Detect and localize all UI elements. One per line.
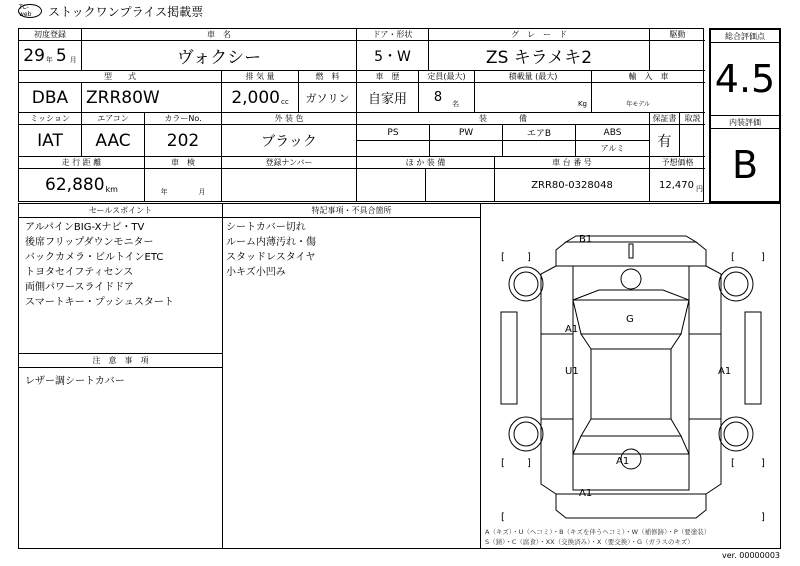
notes-label: 特記事項・不具合箇所 — [223, 204, 480, 218]
caution-item: レザー調シートカバー — [25, 376, 125, 387]
manual-value — [680, 125, 705, 157]
bracket-open: [ — [501, 252, 505, 263]
other-equipment-2 — [426, 169, 495, 201]
inspection-value — [145, 169, 222, 201]
plate-label: 登録ナンバー — [222, 157, 357, 169]
equip-abs: ABS — [576, 125, 650, 141]
cc-unit: cc — [280, 97, 289, 106]
mark-a1-rear: A1 — [616, 456, 630, 467]
displacement-value — [222, 83, 299, 113]
bracket-close: ] — [527, 252, 531, 263]
price-value — [650, 169, 705, 201]
mileage-value — [19, 169, 145, 201]
tc-web-logo: TC-web — [18, 4, 42, 18]
sales-points-label: セールスポイント — [19, 204, 222, 218]
category-label: 車 歴 — [357, 71, 419, 83]
drive-label: 駆動 — [650, 29, 705, 41]
drive-value — [650, 41, 705, 71]
mileage-label: 走 行 距 離 — [19, 157, 145, 169]
left-body-side — [541, 266, 556, 494]
mark-b1: B1 — [579, 234, 593, 245]
rear-window-shape — [581, 419, 681, 436]
model-prefix: DBA — [19, 83, 82, 113]
mark-g: G — [626, 314, 634, 325]
right-side-panel — [745, 312, 761, 404]
legend-line-2: S（錆）・C（腐食）・XX（交換済み）・X（要交換）・G（ガラスのキズ） — [485, 538, 694, 546]
price-label: 予想価格 — [650, 157, 705, 169]
bracket-close: ] — [761, 252, 765, 263]
car-name-label: 車 名 — [82, 29, 357, 41]
inspection-month-unit: 月 — [198, 188, 206, 196]
legend-line-1: A（キズ）・U（ヘコミ）・B（キズを伴うヘコミ）・W（補修跡）・P（要塗装） — [485, 528, 711, 536]
import-value — [592, 83, 705, 113]
bracket-close: ] — [527, 458, 531, 469]
inspection-year-unit: 年 — [160, 188, 168, 196]
front-center-mark — [629, 244, 633, 258]
exterior-value: ブラック — [222, 125, 357, 157]
overall-score-value: 4.5 — [711, 43, 779, 116]
interior-score-value: B — [731, 143, 759, 187]
hood-shape — [573, 266, 689, 300]
plate-value — [222, 169, 357, 201]
reg-year: 29 — [23, 45, 45, 66]
chassis-value: ZRR80-0328048 — [495, 169, 650, 201]
load-value — [475, 83, 592, 113]
reg-month-unit: 月 — [69, 55, 77, 64]
equip-airbag: エアB — [503, 125, 576, 141]
model-year-unit: 年モデル — [626, 101, 650, 108]
mission-value: IAT — [19, 125, 82, 157]
caution-list — [25, 374, 220, 389]
mission-label: ミッション — [19, 113, 82, 125]
remarks-section — [18, 203, 781, 549]
aircon-value: AAC — [82, 125, 145, 157]
car-outline — [501, 236, 761, 518]
category-value: 自家用 — [357, 83, 419, 113]
notes-list — [226, 220, 476, 280]
displacement-label: 排 気 量 — [222, 71, 299, 83]
sales-point-item: スマートキー・プッシュスタート — [25, 297, 174, 308]
mark-a1-left: A1 — [565, 324, 579, 335]
grade-value: ZS キラメキ2 — [429, 41, 650, 71]
grade-label: グ レ ー ド — [429, 29, 650, 41]
sales-point-item: 後席フリップダウンモニター — [25, 237, 154, 248]
bracket-open: [ — [731, 252, 735, 263]
equip-pw: PW — [430, 125, 503, 141]
equip-ps: PS — [357, 125, 430, 141]
caution-label: 注 意 事 項 — [19, 353, 222, 368]
vehicle-info-grid — [18, 28, 704, 202]
doors-label: ドア・形状 — [357, 29, 429, 41]
right-body-side — [706, 266, 721, 494]
bracket-open: [ — [501, 458, 505, 469]
other-equipment-label: ほ か 装 備 — [357, 157, 495, 169]
sales-point-item: トヨタセイフティセンス — [25, 267, 134, 278]
warranty-label: 保証書 — [650, 113, 680, 125]
rear-roof-shape — [573, 436, 689, 454]
mark-a1-right: A1 — [718, 366, 732, 377]
aircon-label: エアコン — [82, 113, 145, 125]
mark-a1-bottom: A1 — [579, 488, 593, 499]
reg-year-unit: 年 — [45, 55, 53, 64]
exterior-label: 外 装 色 — [222, 113, 357, 125]
bracket-open: [ — [731, 458, 735, 469]
interior-score-label: 内装評価 — [711, 116, 779, 129]
roof-front-shape — [581, 334, 681, 349]
note-item: 小キズ小凹み — [226, 267, 286, 278]
damage-diagram — [481, 204, 781, 534]
chassis-label: 車 台 番 号 — [495, 157, 650, 169]
sales-point-item: 両側パワースライドドア — [25, 282, 134, 293]
bracket-open: [ — [501, 512, 505, 523]
car-name-value: ヴォクシー — [82, 41, 357, 71]
damage-legend — [485, 527, 781, 547]
page-title: ストックワンプライス掲載票 — [48, 4, 204, 19]
equip-slot-7 — [503, 141, 576, 157]
model-label: 型 式 — [19, 71, 222, 83]
windshield-shape — [573, 290, 689, 334]
hatch-shape — [573, 454, 689, 490]
fuel-value: ガソリン — [299, 83, 357, 113]
load-label: 積載量 (最大) — [475, 71, 592, 83]
front-bumper-shape — [556, 242, 706, 266]
sales-point-item: アルパインBIG-Xナビ・TV — [25, 222, 145, 233]
import-label: 輸 入 車 — [592, 71, 705, 83]
overall-score-label: 総合評価点 — [711, 30, 779, 43]
load-unit: Kg — [577, 99, 587, 108]
other-equipment-1 — [357, 169, 426, 201]
capacity-unit: 名 — [452, 99, 460, 108]
km-unit: km — [105, 184, 118, 194]
roof-shape — [591, 349, 671, 419]
score-box — [709, 28, 781, 203]
mileage-number: 62,880 — [45, 175, 105, 195]
sales-point-item: バックカメラ・ビルトインETC — [25, 252, 164, 263]
price-unit: 円 — [696, 185, 703, 193]
warranty-value: 有 — [650, 125, 680, 157]
bracket-close: ] — [761, 458, 765, 469]
bracket-close: ] — [761, 512, 765, 523]
header — [18, 2, 203, 20]
capacity-number: 8 — [433, 90, 443, 105]
inspection-label: 車 検 — [145, 157, 222, 169]
doors-value: 5・W — [357, 41, 429, 71]
color-no-label: カラーNo. — [145, 113, 222, 125]
equip-slot-6 — [430, 141, 503, 157]
first-reg-label: 初度登録 — [19, 29, 82, 41]
note-item: スタッドレスタイヤ — [226, 252, 316, 263]
reg-month: 5 — [55, 45, 67, 66]
front-wheel-mark — [621, 269, 641, 289]
capacity-label: 定員(最大) — [419, 71, 475, 83]
note-item: ルーム内薄汚れ・傷 — [226, 237, 316, 248]
equip-slot-5 — [357, 141, 430, 157]
manual-label: 取説 — [680, 113, 705, 125]
model-value: ZRR80W — [82, 83, 222, 113]
note-item: シートカバー切れ — [226, 222, 306, 233]
capacity-value — [419, 83, 475, 113]
equipment-label: 装 備 — [357, 113, 650, 125]
first-reg-value — [19, 41, 82, 71]
left-side-panel — [501, 312, 517, 404]
sales-points-list — [25, 220, 220, 310]
color-no-value: 202 — [145, 125, 222, 157]
fuel-label: 燃 料 — [299, 71, 357, 83]
equip-alloy: アルミ — [576, 141, 650, 157]
displacement-number: 2,000 — [231, 87, 280, 108]
mark-u1: U1 — [565, 366, 579, 377]
divider-left — [222, 204, 223, 548]
price-number: 12,470 — [659, 179, 694, 191]
version-label: ver. 00000003 — [721, 551, 780, 560]
